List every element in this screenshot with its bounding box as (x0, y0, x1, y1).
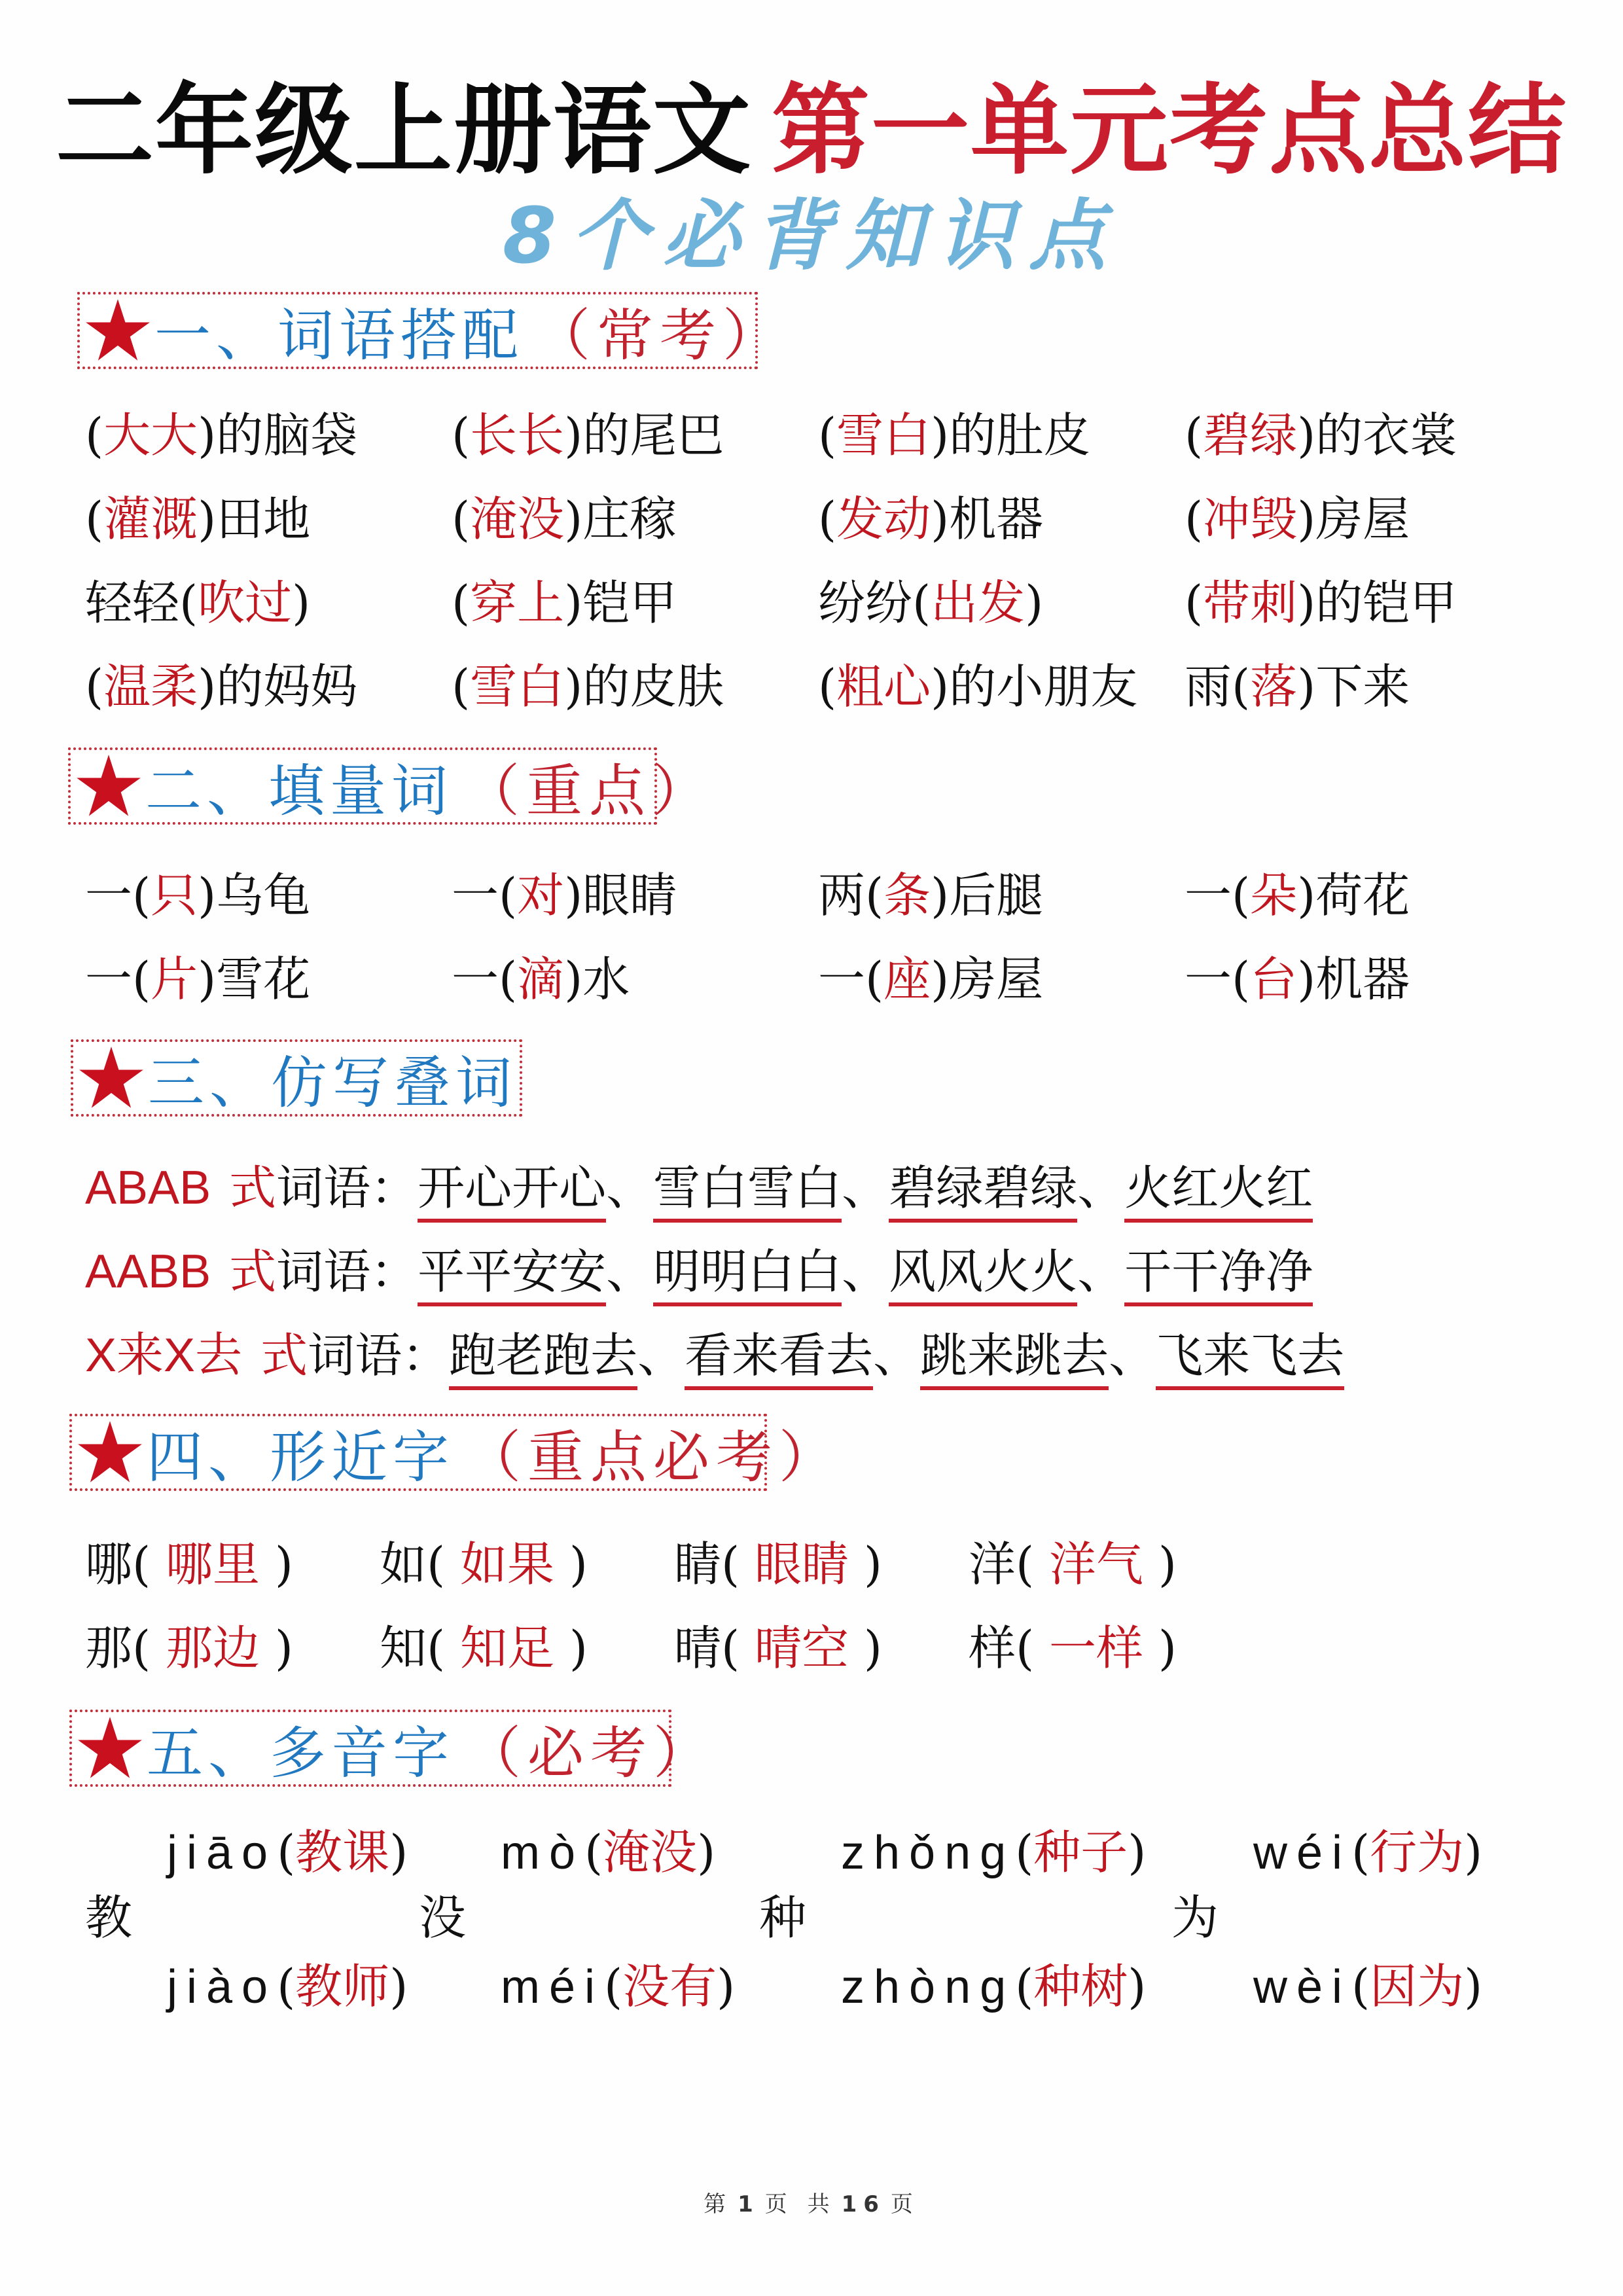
example-word: 火红火红 (1124, 1158, 1313, 1223)
pinyin: zhòng (841, 1961, 1016, 2013)
example-word: 种树 (1033, 1959, 1128, 2014)
star-icon (75, 752, 143, 820)
similar-char-row (380, 1619, 588, 1677)
example-word: 开心开心 (418, 1158, 606, 1223)
item-answer: 发动 (836, 492, 931, 547)
open-paren: ( (427, 1621, 460, 1676)
pattern-suffix: 式 (260, 1328, 308, 1383)
example-word: 晴空 (755, 1621, 849, 1676)
blank-item (452, 490, 677, 548)
blank-item (452, 573, 677, 632)
close-paren: ) (849, 1621, 882, 1676)
item-suffix: )房屋 (1297, 492, 1410, 547)
item-suffix: )的妈妈 (198, 659, 358, 714)
pinyin: méi (501, 1961, 605, 2013)
example-word: 种子 (1033, 1825, 1128, 1880)
item-prefix: ( (452, 659, 471, 714)
similar-char-row (674, 1535, 882, 1594)
star-icon (76, 1714, 144, 1782)
open-paren: ( (132, 1537, 166, 1592)
section-name: 形近字 (270, 1425, 454, 1490)
blank-item (85, 490, 310, 548)
blank-item (818, 573, 1043, 632)
example-word: 知足 (460, 1621, 555, 1676)
open-paren: ( (584, 1825, 603, 1880)
title-unit: 第一单元考点总结 (772, 74, 1568, 188)
section-number: 二、 (145, 759, 268, 824)
example-word: 碧绿碧绿 (889, 1158, 1077, 1223)
blank-item (452, 657, 724, 716)
item-answer: 长长 (470, 408, 565, 463)
base-char: 如 (380, 1537, 427, 1592)
section-3-heading (71, 1039, 522, 1117)
open-paren: ( (1016, 1537, 1049, 1592)
blank-item (452, 406, 724, 465)
item-answer: 粗心 (836, 659, 931, 714)
example-word: 平平安安 (418, 1242, 606, 1306)
close-paren: ) (1128, 1825, 1147, 1880)
item-answer: 滴 (517, 952, 565, 1007)
example-word: 洋气 (1049, 1537, 1144, 1592)
example-word: 看来看去 (685, 1326, 873, 1390)
close-paren: ) (1143, 1537, 1177, 1592)
item-prefix: 一( (452, 952, 518, 1007)
item-answer: 灌溉 (103, 492, 198, 547)
section-number: 四、 (147, 1425, 270, 1490)
item-suffix: )的尾巴 (564, 408, 724, 463)
blank-item (85, 657, 357, 716)
item-answer: 雪白 (470, 659, 565, 714)
item-suffix: ) (1025, 575, 1044, 630)
pattern-suffix: 式 (229, 1160, 277, 1215)
blank-item (452, 866, 677, 925)
polyphonic-char: 种 (759, 1890, 807, 1945)
blank-item (85, 950, 310, 1009)
blank-item (818, 406, 1090, 465)
blank-item (85, 866, 310, 925)
separator: 、 (842, 1244, 889, 1299)
item-prefix: ( (1185, 492, 1204, 547)
pattern-name: ABAB (85, 1162, 211, 1214)
item-answer: 带刺 (1203, 575, 1298, 630)
blank-item (1185, 573, 1457, 632)
close-paren: ) (389, 1959, 408, 2014)
item-prefix: 一( (85, 952, 151, 1007)
section-1-heading (77, 292, 785, 369)
item-answer: 大大 (103, 408, 198, 463)
item-prefix: ( (1185, 408, 1204, 463)
example-word: 雪白雪白 (653, 1158, 842, 1223)
item-prefix: 一( (1185, 952, 1251, 1007)
item-answer: 台 (1250, 952, 1298, 1007)
item-prefix: ( (818, 492, 837, 547)
similar-char-row (85, 1535, 293, 1594)
pattern-name: X来X去 (85, 1329, 243, 1382)
pattern-suffix: 式 (229, 1244, 277, 1299)
item-prefix: ( (85, 492, 104, 547)
item-prefix: ( (818, 408, 837, 463)
blank-item (1185, 406, 1457, 465)
example-word: 淹没 (603, 1825, 698, 1880)
star-icon (77, 1044, 145, 1112)
open-paren: ( (604, 1959, 623, 2014)
item-answer: 座 (883, 952, 931, 1007)
base-char: 那 (85, 1621, 133, 1676)
similar-char-row (674, 1619, 882, 1677)
separator: 、 (1109, 1328, 1156, 1383)
pinyin-row (1253, 1823, 1482, 1882)
item-prefix: ( (1185, 575, 1204, 630)
open-paren: ( (132, 1621, 166, 1676)
close-paren: ) (260, 1537, 293, 1592)
separator: 、 (1077, 1160, 1125, 1215)
item-suffix: )荷花 (1297, 868, 1410, 923)
item-suffix: )下来 (1297, 659, 1410, 714)
section-number: 五、 (147, 1721, 270, 1786)
item-answer: 淹没 (470, 492, 565, 547)
base-char: 知 (380, 1621, 427, 1676)
example-word: 眼睛 (755, 1537, 849, 1592)
item-prefix: 一( (818, 952, 884, 1007)
item-suffix: )雪花 (198, 952, 311, 1007)
item-prefix: 一( (1185, 868, 1251, 923)
item-prefix: ( (85, 659, 104, 714)
pinyin-row (501, 1823, 715, 1882)
open-paren: ( (1015, 1959, 1034, 2014)
item-prefix: ( (452, 575, 471, 630)
open-paren: ( (721, 1537, 755, 1592)
open-paren: ( (1351, 1825, 1370, 1880)
item-answer: 冲毁 (1203, 492, 1298, 547)
item-suffix: )铠甲 (564, 575, 677, 630)
item-prefix: 一( (85, 868, 151, 923)
similar-char-row (969, 1619, 1177, 1677)
pinyin: wéi (1253, 1827, 1352, 1879)
example-word: 干干净净 (1124, 1242, 1313, 1306)
item-suffix: )的铠甲 (1297, 575, 1457, 630)
close-paren: ) (554, 1621, 588, 1676)
item-answer: 落 (1250, 659, 1298, 714)
item-prefix: ( (85, 408, 104, 463)
blank-item (818, 490, 1043, 548)
section-name: 词语搭配 (277, 303, 524, 368)
item-answer: 穿上 (470, 575, 565, 630)
close-paren: ) (1128, 1959, 1147, 2014)
current-page-number: 1 (738, 2191, 760, 2217)
separator: 、 (1077, 1244, 1125, 1299)
example-word: 一样 (1049, 1621, 1144, 1676)
pattern-row (85, 1242, 1313, 1306)
close-paren: ) (849, 1537, 882, 1592)
close-paren: ) (1464, 1825, 1483, 1880)
open-paren: ( (427, 1537, 460, 1592)
pattern-label: 词语： (276, 1160, 418, 1215)
item-suffix: )后腿 (931, 868, 1044, 923)
section-name: 填量词 (268, 759, 453, 824)
close-paren: ) (260, 1621, 293, 1676)
pinyin-row (501, 1957, 735, 2017)
blank-item (1185, 657, 1410, 716)
item-suffix: ) (292, 575, 311, 630)
item-suffix: )的脑袋 (198, 408, 358, 463)
footer-suffix: 页 (890, 2191, 919, 2217)
example-word: 因为 (1370, 1959, 1465, 2014)
example-word: 没有 (622, 1959, 717, 2014)
pinyin-row (1253, 1957, 1482, 2017)
footer-prefix: 第 (704, 2191, 733, 2217)
item-suffix: )的衣裳 (1297, 408, 1457, 463)
item-prefix: ( (452, 408, 471, 463)
item-answer: 温柔 (103, 659, 198, 714)
item-suffix: )的小朋友 (931, 659, 1138, 714)
base-char: 睛 (674, 1537, 722, 1592)
item-answer: 朵 (1250, 868, 1298, 923)
example-word: 教课 (295, 1825, 390, 1880)
separator: 、 (842, 1160, 889, 1215)
separator: 、 (873, 1328, 921, 1383)
example-word: 跑老跑去 (449, 1326, 637, 1390)
base-char: 哪 (85, 1537, 133, 1592)
item-suffix: )房屋 (931, 952, 1044, 1007)
item-suffix: )田地 (198, 492, 311, 547)
section-2-heading (68, 747, 715, 825)
similar-char-row (85, 1619, 293, 1677)
pinyin-row (841, 1957, 1146, 2017)
close-paren: ) (1143, 1621, 1177, 1676)
blank-item (85, 573, 310, 632)
section-5-heading (69, 1710, 716, 1787)
pinyin-row (167, 1957, 408, 2017)
section-4-heading (69, 1414, 842, 1491)
section-tag: （必考） (465, 1721, 716, 1786)
item-answer: 雪白 (836, 408, 931, 463)
open-paren: ( (1016, 1621, 1049, 1676)
example-word: 行为 (1370, 1825, 1465, 1880)
total-pages: 16 (841, 2191, 885, 2217)
pinyin-row (167, 1823, 408, 1882)
item-answer: 碧绿 (1203, 408, 1298, 463)
item-prefix: 纷纷( (818, 575, 931, 630)
blank-item (818, 866, 1043, 925)
base-char: 样 (969, 1621, 1016, 1676)
close-paren: ) (554, 1537, 588, 1592)
pattern-name: AABB (85, 1246, 211, 1298)
similar-char-row (969, 1535, 1177, 1594)
polyphonic-char: 为 (1171, 1890, 1219, 1945)
polyphonic-char: 教 (85, 1890, 133, 1945)
item-prefix: 雨( (1185, 659, 1251, 714)
open-paren: ( (277, 1959, 296, 2014)
base-char: 晴 (674, 1621, 722, 1676)
close-paren: ) (697, 1825, 716, 1880)
star-icon (84, 296, 152, 365)
blank-item (452, 950, 630, 1009)
example-word: 那边 (166, 1621, 260, 1676)
star-icon (76, 1418, 144, 1486)
item-answer: 出发 (931, 575, 1026, 630)
item-suffix: )庄稼 (564, 492, 677, 547)
example-word: 如果 (460, 1537, 555, 1592)
example-word: 风风火火 (889, 1242, 1077, 1306)
item-suffix: )机器 (1297, 952, 1410, 1007)
section-name: 仿写叠词 (271, 1050, 517, 1116)
pinyin: jiāo (167, 1827, 277, 1879)
open-paren: ( (1351, 1959, 1370, 2014)
example-word: 明明白白 (653, 1242, 842, 1306)
item-suffix: )机器 (931, 492, 1044, 547)
pattern-row (85, 1158, 1313, 1223)
blank-item (818, 657, 1137, 716)
section-number: 三、 (148, 1050, 271, 1116)
item-answer: 吹过 (198, 575, 293, 630)
pattern-row (85, 1326, 1344, 1390)
polyphonic-char: 没 (419, 1890, 467, 1945)
similar-char-row (380, 1535, 588, 1594)
open-paren: ( (277, 1825, 296, 1880)
pinyin: mò (501, 1827, 585, 1879)
close-paren: ) (1464, 1959, 1483, 2014)
separator: 、 (606, 1244, 654, 1299)
blank-item (1185, 866, 1410, 925)
item-answer: 条 (883, 868, 931, 923)
item-suffix: )的皮肤 (564, 659, 724, 714)
section-tag: （常考） (534, 303, 785, 368)
item-prefix: 轻轻( (85, 575, 198, 630)
pattern-label: 词语： (308, 1328, 450, 1383)
pinyin: wèi (1253, 1961, 1352, 2013)
item-suffix: )乌龟 (198, 868, 311, 923)
section-name: 多音字 (270, 1721, 454, 1786)
blank-item (85, 406, 357, 465)
item-answer: 只 (151, 868, 198, 923)
section-number: 一、 (154, 303, 277, 368)
item-answer: 对 (517, 868, 565, 923)
example-word: 哪里 (166, 1537, 260, 1592)
blank-item (1185, 490, 1410, 548)
example-word: 跳来跳去 (920, 1326, 1109, 1390)
open-paren: ( (721, 1621, 755, 1676)
separator: 、 (606, 1160, 654, 1215)
section-tag: （重点） (463, 759, 715, 824)
blank-item (1185, 950, 1410, 1009)
page-title (0, 72, 1623, 190)
page-subtitle: 8个必背知识点 (502, 190, 1121, 281)
close-paren: ) (389, 1825, 408, 1880)
item-answer: 片 (151, 952, 198, 1007)
footer-middle: 页 共 (764, 2191, 836, 2217)
open-paren: ( (1015, 1825, 1034, 1880)
page-footer (0, 2186, 1623, 2218)
base-char: 洋 (969, 1537, 1016, 1592)
item-prefix: ( (452, 492, 471, 547)
item-prefix: ( (818, 659, 837, 714)
item-prefix: 两( (818, 868, 884, 923)
item-suffix: )水 (564, 952, 630, 1007)
example-word: 教师 (295, 1959, 390, 2014)
item-suffix: )的肚皮 (931, 408, 1091, 463)
blank-item (818, 950, 1043, 1009)
pinyin: jiào (167, 1961, 277, 2013)
item-prefix: 一( (452, 868, 518, 923)
item-suffix: )眼睛 (564, 868, 677, 923)
section-tag: （重点必考） (465, 1425, 842, 1490)
pattern-label: 词语： (276, 1244, 418, 1299)
separator: 、 (637, 1328, 685, 1383)
pinyin-row (841, 1823, 1146, 1882)
example-word: 飞来飞去 (1156, 1326, 1344, 1390)
close-paren: ) (717, 1959, 736, 2014)
title-grade: 二年级上册语文 (55, 74, 752, 188)
pinyin: zhǒng (841, 1827, 1016, 1879)
